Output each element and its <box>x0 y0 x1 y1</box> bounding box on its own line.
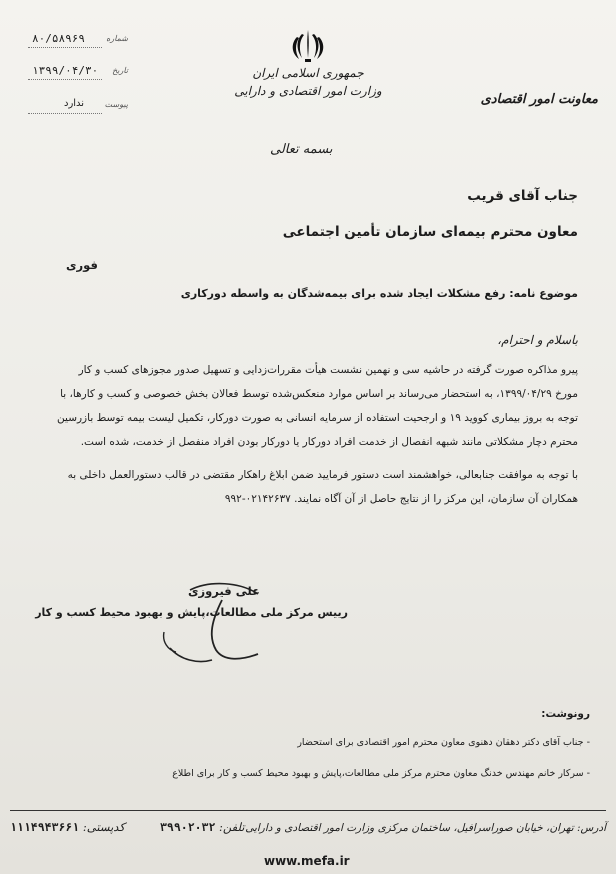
ministry-header <box>220 66 396 106</box>
cc-heading: رونوشت: <box>541 708 590 720</box>
iran-emblem-icon <box>288 28 328 64</box>
divider <box>28 79 102 80</box>
body-line: محترم دچار مشکلاتی مانند شبهه انفصال از خدمت افراد دورکار یا دورکار بودن افراد منفصل از خدمت، شده است. <box>80 436 578 448</box>
body-paragraph-2 <box>38 463 578 511</box>
letter-attachment <box>28 98 128 114</box>
letter-number <box>28 32 128 48</box>
body-line: همکاران آن سازمان، این مرکز را از نتایج حاصل از آن آگاه نمایند. ۰۲۱۴۲۶۳۷-۹۹۲ <box>224 493 578 505</box>
letter-date-value: ۱۳۹۹/۰۴/۳۰ <box>32 64 99 77</box>
footer-postal-label: کدپستی: <box>82 820 125 834</box>
footer-phone-number: ۳۹۹۰۲۰۳۲ <box>160 820 216 834</box>
letter-attachment-value: ندارد <box>64 98 85 109</box>
footer-phone-label: تلفن: <box>219 820 245 834</box>
cc-item: - جناب آقای دکتر دهقان دهنوی معاون محترم امور اقتصادی برای استحضار <box>297 737 590 748</box>
body-line: مورخ ۱۳۹۹/۰۴/۲۹، به استحضار می‌رساند بر اساس موارد منعکس‌شده توسط فعالان بخش خصوصی و کسب و کارها، با <box>60 388 578 400</box>
footer-divider <box>10 810 606 811</box>
footer-phone <box>160 820 245 834</box>
letter-number-label: شماره <box>106 34 128 43</box>
letter-date <box>28 64 128 80</box>
footer-website-link[interactable]: www.mefa.ir <box>264 854 350 868</box>
body-paragraph-1 <box>38 358 578 454</box>
recipient-name: جناب آقای قریب <box>467 188 578 204</box>
footer-postal-number: ۱۱۱۴۹۴۳۶۶۱ <box>10 820 80 834</box>
department-name: معاونت امور اقتصادی <box>480 92 598 107</box>
body-line: با توجه به موافقت جنابعالی، خواهشمند است دستور فرمایید ضمن ابلاغ راهکار مقتضی در قالب دستورالعمل داخلی به <box>67 469 578 481</box>
letter-date-label: تاریخ <box>112 66 128 75</box>
greeting: باسلام و احترام، <box>497 333 578 347</box>
footer-address: آدرس: تهران، خیابان صوراسرافیل، ساختمان مرکزی وزارت امور اقتصادی و دارایی <box>245 822 606 834</box>
signer-title: رییس مرکز ملی مطالعات،پایش و بهبود محیط کسب و کار <box>35 606 348 619</box>
handwritten-signature <box>150 570 290 670</box>
letter-attachment-label: پیوست <box>104 100 128 109</box>
divider <box>28 47 102 48</box>
recipient-title: معاون محترم بیمه‌ای سازمان تأمین اجتماعی <box>282 224 578 240</box>
letter-subject: موضوع نامه: رفع مشکلات ایجاد شده برای بیمه‌شدگان به واسطه دورکاری <box>180 287 578 300</box>
urgency-label: فوری <box>66 258 98 272</box>
body-line: پیرو مذاکره صورت گرفته در حاشیه سی و نهمین نشست هیأت مقررات‌زدایی و تسهیل صدور مجوزهای کسب و کار <box>78 364 578 376</box>
signer-name: علی فیروزی <box>188 584 260 598</box>
country-name: جمهوری اسلامی ایران <box>252 66 364 80</box>
body-line: توجه به بروز بیماری کووید ۱۹ و ارجحیت استفاده از سرمایه انسانی به صورت دورکار، تکمیل لیست بیمه توسط بازرسین <box>57 412 578 424</box>
divider <box>28 113 102 114</box>
letter-number-value: ۸۰/۵۸۹۶۹ <box>32 32 85 45</box>
footer-postal-code <box>10 820 125 834</box>
bismillah-heading: بسمه تعالی <box>270 142 333 157</box>
ministry-name: وزارت امور اقتصادی و دارایی <box>234 84 382 98</box>
cc-item: - سرکار خانم مهندس خدنگ معاون محترم مرکز ملی مطالعات،پایش و بهبود محیط کسب و کار برای اطلاع <box>172 768 590 779</box>
